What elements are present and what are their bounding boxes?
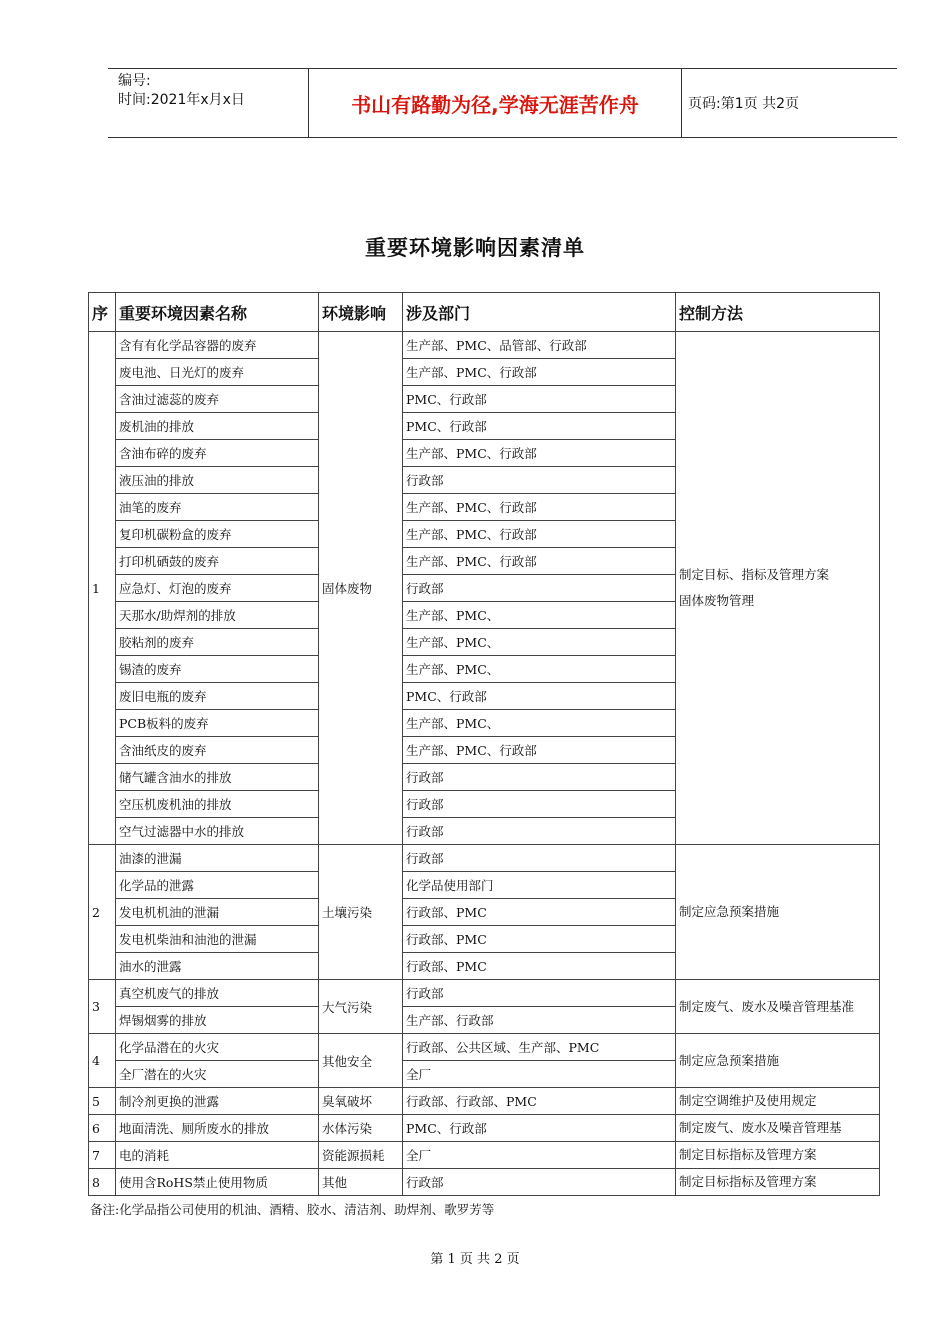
column-header-no: 序: [89, 293, 116, 332]
table-row: [89, 1088, 880, 1115]
department-list: 行政部: [403, 764, 676, 791]
table-header-row: [89, 293, 880, 332]
department-list: 行政部: [403, 845, 676, 872]
factor-name: 废电池、日光灯的废弃: [116, 359, 319, 386]
impact-type: 臭氧破坏: [319, 1088, 403, 1115]
factor-name: 应急灯、灯泡的废弃: [116, 575, 319, 602]
department-list: 生产部、PMC、行政部: [403, 548, 676, 575]
factor-name: 储气罐含油水的排放: [116, 764, 319, 791]
department-list: 行政部: [403, 1169, 676, 1196]
department-list: 行政部、行政部、PMC: [403, 1088, 676, 1115]
factor-name: 焊锡烟雾的排放: [116, 1007, 319, 1034]
group-number: 8: [89, 1169, 116, 1196]
department-list: 生产部、行政部: [403, 1007, 676, 1034]
department-list: 行政部: [403, 791, 676, 818]
group-number: 2: [89, 845, 116, 980]
header-meta: [108, 69, 308, 140]
control-method-line: 制定应急预案措施: [679, 904, 780, 919]
table-row: [89, 332, 880, 359]
impact-type: 资能源损耗: [319, 1142, 403, 1169]
table-row: [89, 1034, 880, 1061]
factor-name: 胶粘剂的废弃: [116, 629, 319, 656]
department-list: 行政部: [403, 980, 676, 1007]
factor-name: 天那水/助焊剂的排放: [116, 602, 319, 629]
table-body: [89, 332, 880, 1196]
factor-name: 含油布碎的废弃: [116, 440, 319, 467]
group-number: 1: [89, 332, 116, 845]
control-method: [676, 1088, 880, 1115]
page-footer: 第 1 页 共 2 页: [430, 1252, 520, 1267]
department-list: 行政部、PMC: [403, 926, 676, 953]
factor-name: 化学品的泄露: [116, 872, 319, 899]
control-method: [676, 1169, 880, 1196]
department-list: 行政部、公共区域、生产部、PMC: [403, 1034, 676, 1061]
department-list: PMC、行政部: [403, 1115, 676, 1142]
factor-name: 电的消耗: [116, 1142, 319, 1169]
department-list: 生产部、PMC、: [403, 656, 676, 683]
control-method: [676, 1034, 880, 1088]
serial-label: 编号:: [118, 73, 151, 89]
factor-name: 油笔的废弃: [116, 494, 319, 521]
factor-name: PCB板料的废弃: [116, 710, 319, 737]
department-list: 行政部、PMC: [403, 899, 676, 926]
control-method: [676, 332, 880, 845]
factor-name: 含油纸皮的废弃: [116, 737, 319, 764]
control-method-line: 制定应急预案措施: [679, 1052, 780, 1068]
control-method-line: 制定目标指标及管理方案: [679, 1147, 817, 1162]
footnote: 备注:化学品指公司使用的机油、酒精、胶水、清洁剂、助焊剂、歌罗芳等: [90, 1202, 495, 1217]
department-list: 生产部、PMC、: [403, 629, 676, 656]
group-number: 7: [89, 1142, 116, 1169]
group-number: 4: [89, 1034, 116, 1088]
date-line: 时间:2021年x月x日: [118, 92, 245, 108]
factor-name: 制冷剂更换的泄露: [116, 1088, 319, 1115]
impact-type: 大气污染: [319, 980, 403, 1034]
department-list: 行政部、PMC: [403, 953, 676, 980]
group-number: 3: [89, 980, 116, 1034]
control-method-line: 制定废气、废水及噪音管理基: [679, 1120, 842, 1135]
department-list: 化学品使用部门: [403, 872, 676, 899]
table-row: [89, 1142, 880, 1169]
department-list: 全厂: [403, 1142, 676, 1169]
control-method-line: 固体废物管理: [679, 593, 755, 608]
header-motto: 书山有路勤为径,学海无涯苦作舟: [308, 69, 682, 137]
department-list: 生产部、PMC、行政部: [403, 521, 676, 548]
impact-type: 固体废物: [319, 332, 403, 845]
department-list: PMC、行政部: [403, 386, 676, 413]
factor-name: 打印机硒鼓的废弃: [116, 548, 319, 575]
control-method: [676, 1142, 880, 1169]
impact-type: 土壤污染: [319, 845, 403, 980]
department-list: 生产部、PMC、行政部: [403, 440, 676, 467]
control-method-line: 制定目标、指标及管理方案: [679, 567, 830, 582]
factor-name: 全厂潜在的火灾: [116, 1061, 319, 1088]
factor-name: 发电机机油的泄漏: [116, 899, 319, 926]
group-number: 5: [89, 1088, 116, 1115]
department-list: 生产部、PMC、: [403, 710, 676, 737]
department-list: 生产部、PMC、行政部: [403, 359, 676, 386]
header-page-info: 页码:第1页 共2页: [688, 96, 799, 112]
department-list: 行政部: [403, 575, 676, 602]
table-row: [89, 1115, 880, 1142]
impact-type: 其他安全: [319, 1034, 403, 1088]
department-list: 生产部、PMC、品管部、行政部: [403, 332, 676, 359]
control-method: [676, 845, 880, 980]
factor-name: 废机油的排放: [116, 413, 319, 440]
department-list: 生产部、PMC、行政部: [403, 737, 676, 764]
factor-name: 废旧电瓶的废弃: [116, 683, 319, 710]
factor-name: 锡渣的废弃: [116, 656, 319, 683]
document-header: [108, 68, 897, 138]
page-title: 重要环境影响因素清单: [365, 236, 585, 260]
factor-name: 油漆的泄漏: [116, 845, 319, 872]
factor-name: 地面清洗、厕所废水的排放: [116, 1115, 319, 1142]
factor-name: 空气过滤器中水的排放: [116, 818, 319, 845]
department-list: PMC、行政部: [403, 413, 676, 440]
control-method-line: 制定废气、废水及噪音管理基准: [679, 998, 855, 1014]
factor-name: 发电机柴油和油池的泄漏: [116, 926, 319, 953]
factor-name: 含有有化学品容器的废弃: [116, 332, 319, 359]
department-list: 生产部、PMC、行政部: [403, 494, 676, 521]
factor-name: 使用含RoHS禁止使用物质: [116, 1169, 319, 1196]
impact-type: 其他: [319, 1169, 403, 1196]
table-row: [89, 1169, 880, 1196]
factor-name: 液压油的排放: [116, 467, 319, 494]
department-list: PMC、行政部: [403, 683, 676, 710]
column-header-control: 控制方法: [676, 293, 880, 332]
department-list: 行政部: [403, 467, 676, 494]
column-header-impact: 环境影响: [319, 293, 403, 332]
table-row: [89, 980, 880, 1007]
impact-type: 水体污染: [319, 1115, 403, 1142]
control-method: [676, 1115, 880, 1142]
department-list: 生产部、PMC、: [403, 602, 676, 629]
control-method-line: 制定空调维护及使用规定: [679, 1093, 817, 1108]
department-list: 行政部: [403, 818, 676, 845]
factor-name: 空压机废机油的排放: [116, 791, 319, 818]
group-number: 6: [89, 1115, 116, 1142]
factor-name: 真空机废气的排放: [116, 980, 319, 1007]
control-method-line: 制定目标指标及管理方案: [679, 1174, 817, 1189]
control-method: [676, 980, 880, 1034]
factor-name: 油水的泄露: [116, 953, 319, 980]
column-header-name: 重要环境因素名称: [116, 293, 319, 332]
department-list: 全厂: [403, 1061, 676, 1088]
factor-name: 复印机碳粉盒的废弃: [116, 521, 319, 548]
factor-name: 含油过滤蕊的废弃: [116, 386, 319, 413]
column-header-dept: 涉及部门: [403, 293, 676, 332]
factor-name: 化学品潜在的火灾: [116, 1034, 319, 1061]
environment-factor-table: [88, 292, 880, 1196]
table-row: [89, 845, 880, 872]
